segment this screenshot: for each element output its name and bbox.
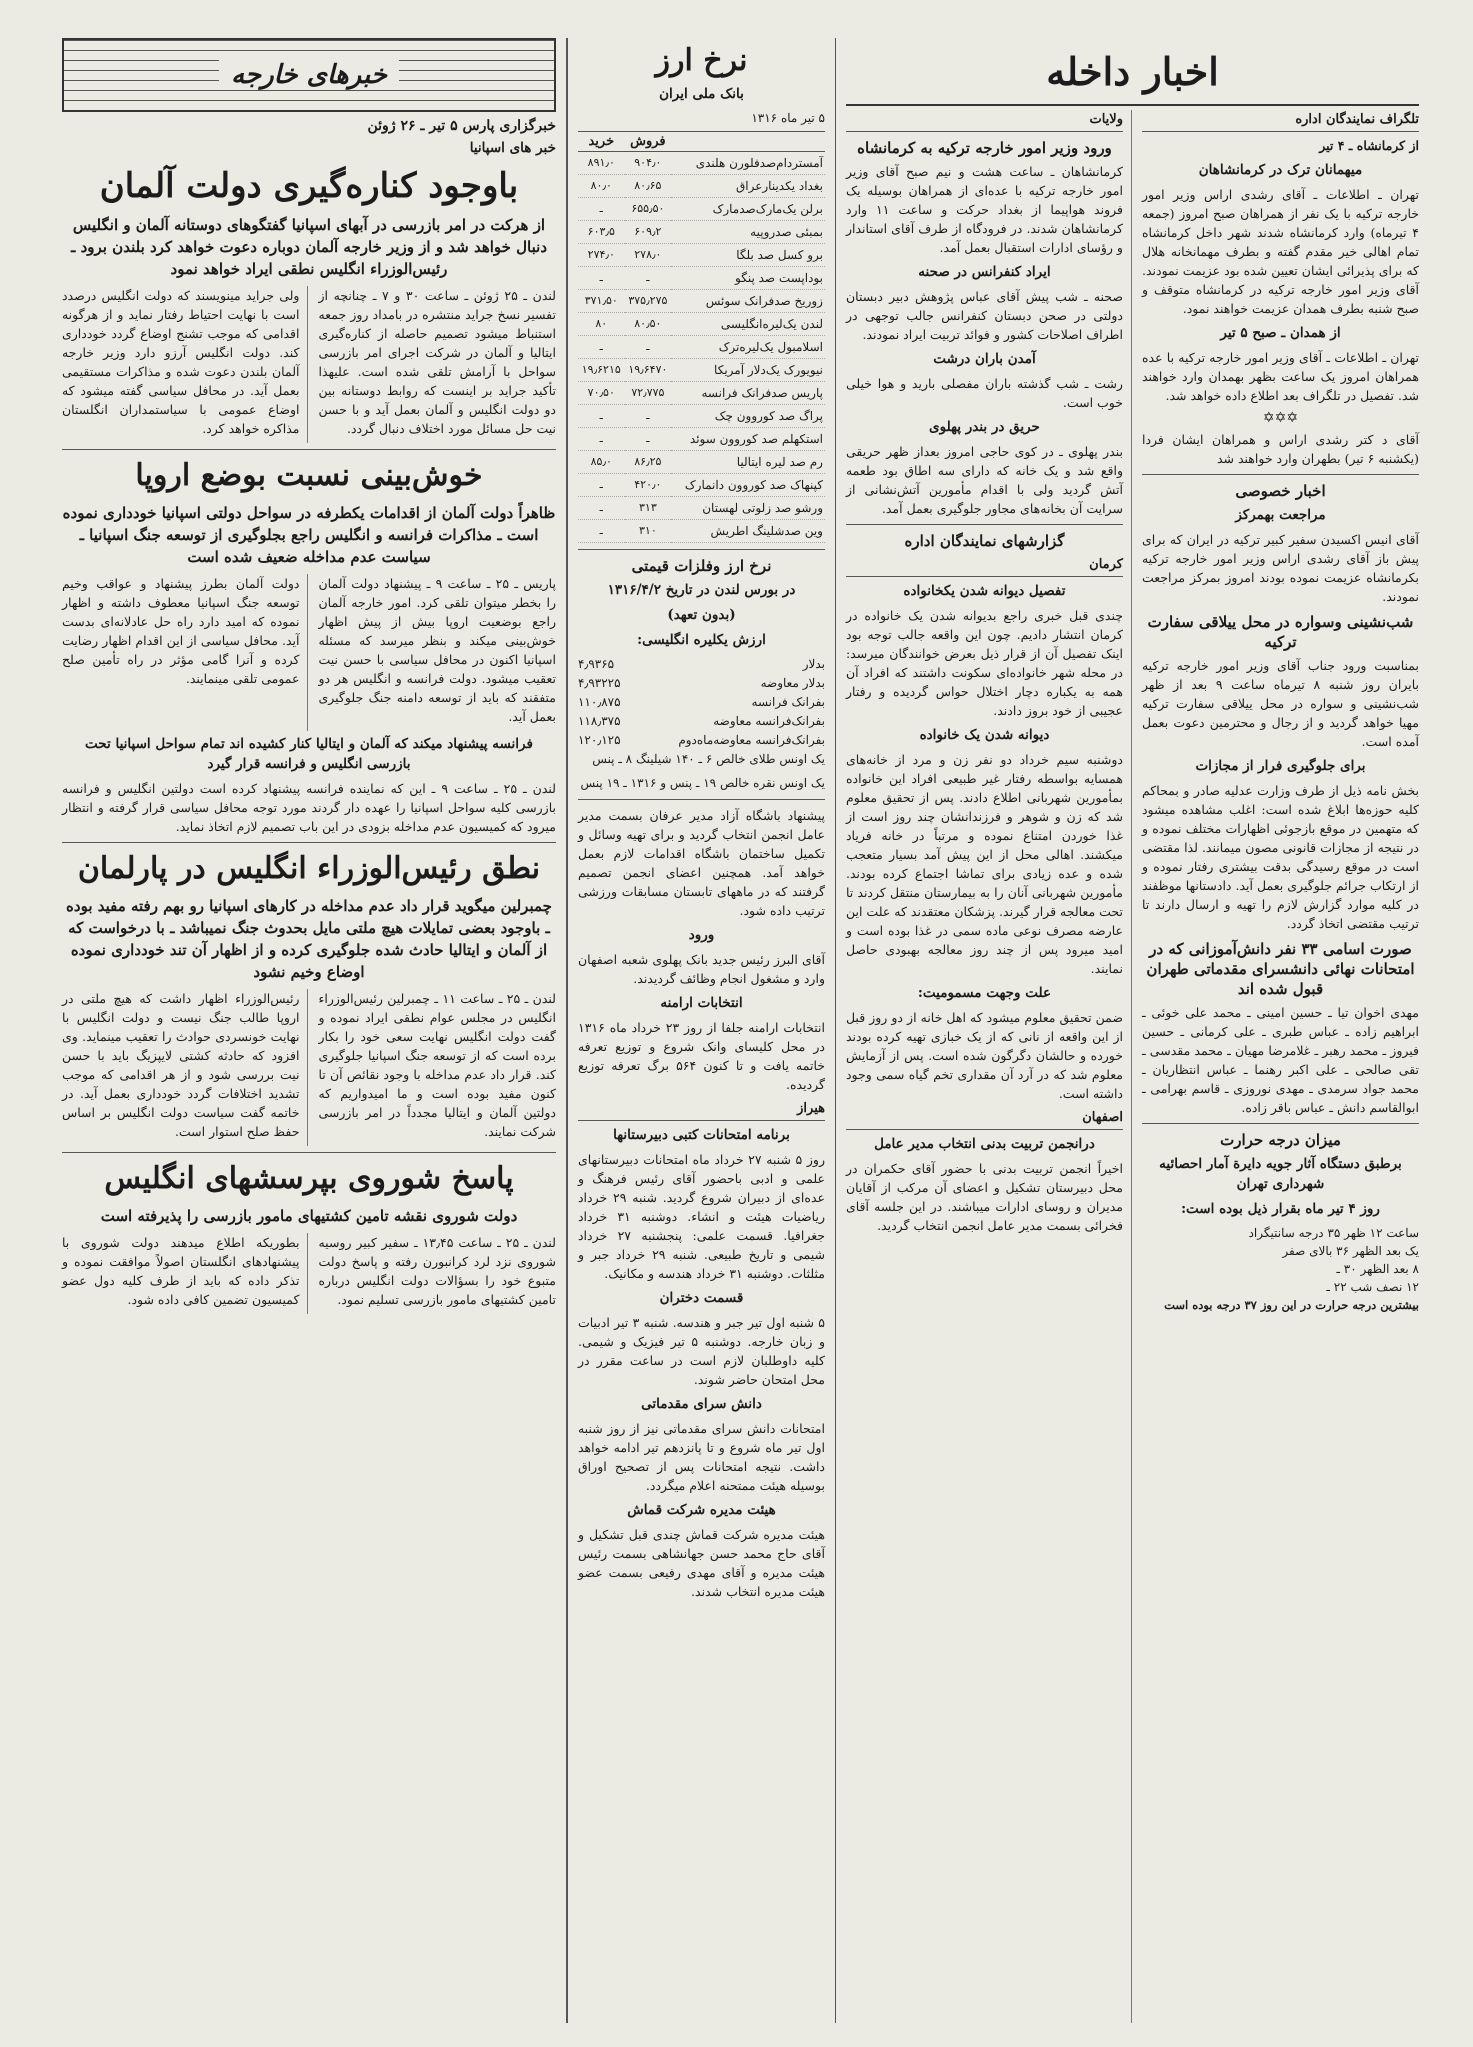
table-row: ورشو صد زلوتی لهستان ۳۱۳ ـ xyxy=(578,497,825,520)
girls-head: قسمت دختران xyxy=(659,1290,744,1306)
headline-4: پاسخ شوروی بپرسشهای انگلیس xyxy=(104,1161,514,1196)
divider xyxy=(62,1152,556,1153)
body-4b: بطوریکه اطلاع میدهند دولت شوروی با پیشنهادهای انگلستان اصولاً موافقت نموده و تذکر داده که باید از طرف کلیه دول عضو کمیسیون تضمین کافی داده شود. xyxy=(61,1235,300,1307)
school-body: امتحانات دانش سرای مقدماتی نیز از روز شنبه اول تیر ماه شروع و تا پانزدهم تیر ادامه خواهد داشت. نتیجه امتحانات پس از تصحیح اوراق بوسیله هیئت ممتحنه اعلام میگردد. xyxy=(577,1421,825,1493)
table-row: استکهلم صد کوروون سوئد ـ ـ xyxy=(578,428,825,451)
fire-head: حریق در بندر پهلوی xyxy=(929,419,1040,435)
exam-names: مهدی اخوان تیا ـ حسین امینی ـ محمد علی خوئی ـ ابراهیم زاده ـ عباس طبری ـ علی کرمانی ـ حسین فیروز ـ محمد رهبر ـ غلامرضا مهیان ـ محمد مقدسی ـ تقی صالحی ـ علی اکبر رهنما ـ عباس انتظاریان ـ محمد جواد سرمدی ـ مهدی نوروزی ـ قاسم بهرامی ـ ابوالقاسم دانش ـ عباس باقر زاده. xyxy=(1141,1005,1419,1115)
hamadan-dateline: از همدان ـ صبح ۵ تیر xyxy=(1220,325,1341,341)
temperature-row: یک بعد الظهر ۳۶ بالای صفر xyxy=(1282,1244,1419,1258)
domestic-col-right xyxy=(1142,110,1419,2023)
minister-head: ورود وزیر امور خارجه ترکیه به کرمانشاه xyxy=(857,139,1112,157)
cause-body: ضمن تحقیق معلوم میشود که اهل خانه از دو روز قبل از این واقعه از نانی که از یک خبازی تهیه کرده بودند خورده و حالشان دگرگون شده است. پس از آزمایش معلوم شد که در آرد آن مقداری تخم گیاه سمی وجود داشته است. xyxy=(845,1010,1123,1101)
currency-date-row xyxy=(578,109,825,132)
article-2 xyxy=(62,574,556,731)
table-row: بغداد یکدینارعراق ۸۰٫۶۵ ۸۰٫۰ xyxy=(578,175,825,198)
fabric-head: هیئت مدیره شرکت قماش xyxy=(627,1502,776,1518)
divider xyxy=(62,842,556,843)
domestic-col-left xyxy=(846,110,1132,2023)
foreign-section xyxy=(52,38,567,2023)
lead-2: ظاهراً دولت آلمان از اقدامات یکطرفه در سواحل دولتی اسپانیا خودداری نموده است ـ مذاکرات فرانسه و انگلیس راجع بجلوگیری از توسعه جنگ اسپانیا ـ سیاست عدم مداخله ضعیف شده است xyxy=(62,504,556,566)
bourse-line: در بورس لندن در تاریخ ۱۳۱۶/۴/۲ xyxy=(607,582,796,598)
temperature-row: ساعت ۱۲ ظهر ۳۵ درجه سانتیگراد xyxy=(1248,1226,1419,1240)
conference-body: صحنه ـ شب پیش آقای عباس پژوهش دبیر دبستان دولتی در صحن دبستان کنفرانس جالب توجهی در اطراف اصلاحات کشور و فوائد تربیت ایراد نمودند. xyxy=(845,289,1123,342)
temperature-date: روز ۴ تیر ماه بقرار ذیل بوده است: xyxy=(1181,1201,1380,1217)
herat-label: هیراز xyxy=(578,1099,825,1121)
col-buy: خرید xyxy=(578,132,625,152)
currency-subtitle: بانک ملی ایران xyxy=(659,86,744,102)
value-row: بفرانک فرانسه ۱۱۰٫۸۷۵ xyxy=(577,695,825,709)
return-head: مراجعت بهمرکز xyxy=(1235,507,1326,523)
divider xyxy=(1142,1123,1419,1124)
value-pound: ارزش یکلیره انگلیسی: xyxy=(637,632,766,648)
kermanshah-body: تهران ـ اطلاعات ـ آقای رشدی اراس وزیر امور خارجه ترکیه با یک نفر از همراهان صبح امروز (جمعه ۴ تیرماه) وارد کرمانشاه شدند شهر داخل کرمانشاه تمام اهالی خیر مقدم گفته و بطرف مهمانخانه هلال که برای پذیرائی ایشان تعیین شده بود عزیمت نمودند. آقای وزیر امور خارجه ترکیه در کرمانشاه متوقف و صبح شنبه بطرف همدان عزیمت خواهند نمود. xyxy=(1141,187,1419,316)
silver-line: یک اونس نقره خالص ۱۹ ـ پنس و ۱۳۱۶ ـ ۱۹ پنس xyxy=(580,776,825,790)
lead-3: چمبرلین میگوید قرار داد عدم مداخله در کارهای اسپانیا رو بهم رفته مفید بوده ـ باوجود بعضی تمایلات هیچ ملتی مایل بحدوث جنگ نمیباشد ـ با درخواست که از آلمان و ایتالیا حادث شده جلوگیری کرده و از اظهار آن تند خودداری نموده اوضاع وخیم نشود xyxy=(66,897,552,981)
party-head: شب‌نشینی وسواره در محل ییلاقی سفارت ترکیه xyxy=(1147,613,1414,651)
kermanshah-dateline: از کرمانشاه ـ ۴ تیر xyxy=(1319,138,1419,153)
exam-head: صورت اسامی ۳۳ نفر دانش‌آموزانی که در امتحانات نهائی دانشسرای مقدماتی طهران قبول شده اند xyxy=(1146,940,1415,998)
table-row: اسلامبول یک‌لیره‌ترک ـ ـ xyxy=(578,336,825,359)
headline-1: باوجود کناره‌گیری دولت آلمان xyxy=(99,166,519,206)
divider xyxy=(62,449,556,450)
rain-head: آمدن باران درشت xyxy=(933,351,1036,367)
temperature-head: میزان درجه حرارت xyxy=(1220,1131,1341,1149)
gold-line: یک اونس طلای خالص ۶ ـ ۱۴۰ شیلینگ ۸ ـ پنس xyxy=(592,752,825,766)
rain-body: رشت ـ شب گذشته باران مفصلی بارید و هوا خیلی خوب است. xyxy=(845,376,1123,410)
spain-label: خبر های اسپانیا xyxy=(469,140,556,156)
elections-body: انتخابات ارامنه جلفا از روز ۲۳ خرداد ماه ۱۳۱۶ در محل کلیسای وانک شروع و توزیع تعرفه خاتمه یافت و تا کنون ۵۶۴ برگ تعرفه توزیع گردیده. xyxy=(577,1020,825,1092)
currency-table xyxy=(578,132,825,543)
isfahan-label: اصفهان xyxy=(846,1108,1123,1130)
domestic-section xyxy=(836,38,1429,2023)
temperature-row: ۱۲ نصف شب ۲۲ ـ xyxy=(1326,1280,1419,1294)
exams-prog-body: روز ۵ شنبه ۲۷ خرداد ماه امتحانات دبیرستانهای علمی و ادبی باحضور آقای رئیس فرهنگ و عده‌ای از دبیران شروع گردید. شنبه ۲۹ خرداد ریاضیات هیئت و انشاء. دوشنبه ۳۱ خرداد جغرافیا. قسمت علمی: پنجشنبه ۲۷ خرداد شیمی و تاریخ طبیعی. شنبه ۲۹ خرداد جبر و مثلثات. دوشنبه ۳۱ خرداد هندسه و مکانیک. xyxy=(577,1152,825,1281)
table-row: نیویورک یک‌دلار آمریکا ۱۹٫۶۴۷۰ ۱۹٫۶۲۱۵ xyxy=(578,359,825,382)
elections-head: انتخابات ارامنه xyxy=(660,995,743,1011)
foreign-banner: خبرهای خارجه xyxy=(62,38,556,112)
party-body: بمناسبت ورود جناب آقای وزیر امور خارجه ترکیه بایران روز شنبه ۸ تیرماه ساعت ۹ بعد از ظهر شب‌نشینی و سواره در محل ییلاقی سفارت ترکیه مهیا خواهد گردید و از رجال و محترمین دعوت بعمل آمده است. xyxy=(1141,658,1419,749)
hamadan-body: تهران ـ اطلاعات ـ آقای وزیر امور خارجه ترکیه با عده همراهان امروز یک ساعت بظهر بهمدان وارد خواهند شد. تفصیل در تلگراف بعد اطلاع داده خواهد شد. xyxy=(1141,350,1419,403)
fire-body: بندر پهلوی ـ در کوی حاجی امروز بعداز ظهر حریقی واقع شد و یک خانه که دارای سه اطاق بود طعمه آتش گردید ولی با اقدام مأمورین آتش‌نشانی از سرایت آن بخانه‌های مجاور جلوگیری بعمل آمد. xyxy=(845,444,1123,516)
reports-title: گزارشهای نمایندگان اداره xyxy=(904,532,1065,550)
madness2-head: دیوانه شدن یک خانواده xyxy=(919,727,1050,743)
lead-4: دولت شوروی نقشه تامین کشتیهای مامور بازرسی را پذیرفته است xyxy=(100,1207,518,1225)
table-row: برو کسل صد بلگا ۲۷۸٫۰ ۲۷۴٫۰ xyxy=(578,244,825,267)
value-row: بدلار معاوضه ۴٫۹۳۲۲۵ xyxy=(577,676,825,690)
kerman-label: کرمان xyxy=(846,555,1123,577)
madness2-body: دوشنبه سیم خرداد دو نفر زن و مرد از خانه‌های همسایه بواسطه رفتار غیر طبیعی افراد این خانواده بمأمورین شهربانی اطلاع دادند. پس از تحقیق معلوم شد که زن و شوهر و فرزندانشان چند روز است از غذا خوردن امتناع نموده و مرتباً در خانه فریاد میکشند. اهالی محل از این پیش آمد بسیار متعجب شده و عده زیادی برای تماشا اجتماع کرده بودند. مأمورین شهربانی آنان را به بیمارستان منتقل کردند تا تحت معالجه قرار گیرند. پزشکان معتقدند که علت این عارضه مصرف نوعی ماده سمی در غذا بوده است و امید میرود پس از چند روز معالجه بهبودی حاصل نمایند. xyxy=(845,752,1123,976)
divider xyxy=(1142,474,1419,475)
table-row: رم صد لیره ایتالیا ۸۶٫۲۵ ۸۵٫۰ xyxy=(578,451,825,474)
table-row: کپنهاک صد کوروون دانمارک ۴۲۰٫۰ ـ xyxy=(578,474,825,497)
currency-title: نرخ ارز xyxy=(655,43,748,78)
body-2a: پاریس ـ ۲۵ ـ ساعت ۹ ـ پیشنهاد دولت آلمان را بخطر میتوان تلقی کرد. امور خارجه آلمان راجع بوضعیت اروپا بیش از پیش اظهار خوش‌بینی میکند و بنظر میرسد که مسئله اسپانیا اکنون در محافل سیاسی با حسن نیت تعقیب میشود. دولت فرانسه و انگلیس هر دو متفقند که باید از توسعه دامنه جنگ جلوگیری بعمل آید. xyxy=(318,576,556,724)
body-3b: رئیس‌الوزراء اظهار داشت که هیچ ملتی در اروپا طالب جنگ نیست و دولت انگلیس با نهایت خونسردی حوادث را تعقیب مینماید. وی افزود که حادثه کشتی لایپزیگ باید با حسن نیت بررسی شود و از هر اقدامی که موجب تشدید اختلافات گردد خودداری بعمل آید. در خاتمه گفت سیاست دولت انگلیس بر اساس حفظ صلح استوار است. xyxy=(61,991,300,1139)
metals-title: نرخ ارز وفلزات قیمتی xyxy=(631,557,772,575)
table-row: بوداپست صد پنگو ـ ـ xyxy=(578,267,825,290)
table-row: پراگ صد کوروون چک ـ ـ xyxy=(578,405,825,428)
isfahan-head: درانجمن تربیت بدنی انتخاب مدیر عامل xyxy=(874,1136,1095,1152)
smuggling-head: برای جلوگیری فرار از مجازات xyxy=(1195,758,1366,774)
body-4a: لندن ـ ۲۵ ـ ساعت ۱۳٫۴۵ ـ سفیر کبیر روسیه شوروی نزد لرد کرانبورن رفته و پاسخ دولت متبوع خود را بسؤالات دولت انگلیس درباره تامین کشتیهای مامور بازرسی تسلیم نمود. xyxy=(318,1235,556,1307)
headline-3: نطق رئیس‌الوزراء انگلیس در پارلمان xyxy=(77,851,541,886)
divider xyxy=(578,549,825,550)
divider xyxy=(846,524,1123,525)
table-row: برلن یک‌مارک‌صدمارک ۶۵۵٫۵۰ ـ xyxy=(578,198,825,221)
article-4 xyxy=(62,1233,556,1314)
headline-2: خوش‌بینی نسبت بوضع اروپا xyxy=(135,458,483,493)
col-sell: فروش xyxy=(625,132,672,152)
temperature-sub: برطبق دستگاه آثار جویه دایرة آمار احصائیه شهرداری تهران xyxy=(1159,1156,1402,1192)
girls-body: ۵ شنبه اول تیر جبر و هندسه. شنبه ۳ تیر ادبیات و زبان خارجه. دوشنبه ۵ تیر فیزیک و شیمی. کلیه داوطلبان لازم است در ساعت مقرر در محل امتحان حاضر شوند. xyxy=(577,1315,825,1387)
value-row: بفرانک‌فرانسه معاوضه ۱۱۸٫۳۷۵ xyxy=(577,714,825,728)
body-1b: ولی جراید مینویسند که دولت انگلیس درصدد است با نهایت احتیاط رفتار نماید و از هرگونه اقدامی که موجب تشنج اوضاع گردد خودداری کند. دولت انگلیس آرزو دارد وزیر خارجه آلمان بلندن دعوت شده و مذاکرات مستقیمی بعمل آید. در محافل سیاسی گفته میشود که اوضاع عمومی با سیاستمداران انگلستان مذاکره خواهد کرد. xyxy=(61,288,300,436)
provinces-label: ولایات xyxy=(846,110,1123,132)
table-row: آمستردام‌صدفلورن هلندی ۹۰۴٫۰ ۸۹۱٫۰ xyxy=(578,152,825,175)
table-row: بمبئی صدروپیه ۶۰۹٫۲ ۶۰۳٫۵ xyxy=(578,221,825,244)
kermanshah-head: میهمانان ترک در کرمانشاهان xyxy=(1198,162,1363,178)
currency-section xyxy=(567,38,836,2023)
body-1a: لندن ـ ۲۵ ژوئن ـ ساعت ۳۰ و ۷ ـ چنانچه از تفسیر نسخ جراید منتشره در بامداد روز جمعه استنباط میشود تصمیم حاصله از کناره‌گیری ایتالیا و آلمان در شرکت اجرای امر بازرسی سواحل با آرامش تلقی شده است. علیهذا تأکید جراید بر اینست که روابط دوستانه بین دو دولت انگلیس و آلمان بعمل آید و با حسن نیت حل مسائل مورد اختلاف دنبال گردد. xyxy=(318,288,556,436)
divider xyxy=(578,799,825,800)
table-row: پاریس صدفرانک فرانسه ۷۲٫۷۷۵ ۷۰٫۵۰ xyxy=(578,382,825,405)
currency-date: ۵ تیر ماه ۱۳۱۶ xyxy=(751,111,825,125)
wire-dateline: خبرگزاری پارس ۵ تیر ـ ۲۶ ژوئن xyxy=(367,118,556,134)
value-row: بدلار ۴٫۹۳۶۵ xyxy=(577,657,825,671)
tehran-arrival: آقای د کتر رشدی اراس و همراهان ایشان فردا (یکشنبه ۶ تیر) بطهران وارد خواهند شد xyxy=(1141,432,1419,466)
arrival-head: ورود xyxy=(688,927,715,943)
conference-head: ایراد کنفرانس در صحنه xyxy=(918,264,1051,280)
madness-body: چندی قبل خبری راجع بدیوانه شدن یک خانواده در کرمان انتشار دادیم. چون این واقعه جالب توجه بود اینک تفصیل آن از قرار ذیل بعرض خوانندگان میرسد: در محله شهر خانواده‌ای سکونت داشتند که افراد آن همه به یکباره دچار اختلال حواس گردیده و رفتار عجیبی از خود بروز دادند. xyxy=(845,608,1123,718)
madness-head: تفصیل دیوانه شدن یکخانواده xyxy=(903,583,1066,599)
domestic-title: اخبار داخله xyxy=(846,38,1419,106)
body-3a: لندن ـ ۲۵ ـ ساعت ۱۱ ـ چمبرلین رئیس‌الوزراء انگلیس در مجلس عوام نطقی ایراد نموده و گفت دولت انگلیس نهایت سعی خود را بکار برده است که از توسعه جنگ اسپانیا جلوگیری کند. قرار داد عدم مداخله با وجود نقائص آن تا کنون مفید بوده است و ما امیدواریم که دولتین آلمان و ایتالیا مجدداً در امر بازرسی شرکت نمایند. xyxy=(318,991,556,1139)
table-row: وین صدشلینگ اطریش ۳۱۰ ـ xyxy=(578,520,825,543)
special-title: اخبار خصوصی xyxy=(1235,482,1326,500)
club-body: پیشنهاد باشگاه آزاد مدیر عرفان بسمت مدیر عامل انجمن انتخاب گردید و برای تهیه وسائل و تکمیل ساختمان باشگاه اقدامات لازم بعمل خواهد آمد. همچنین اعضای انجمن تصمیم گرفتند که در ماههای تابستان مسابقات ورزشی ترتیب داده شود. xyxy=(577,808,825,918)
lead-1: از هرکت در امر بازرسی در آبهای اسپانیا گفتگوهای دوستانه آلمان و انگلیس دنبال خواهد شد و از وزیر خارجه آلمان دوباره دعوت خواهد کرد بلندن برود ـ رئیس‌الوزراء انگلیس نطقی ایراد خواهد نمود xyxy=(70,216,547,278)
value-row: بفرانک‌فرانسه معاوضه‌ماه‌دوم ۱۲۰٫۱۲۵ xyxy=(577,733,825,747)
body-2b: دولت آلمان بطرز پیشنهاد و عواقب وخیم توسعه جنگ اسپانیا معطوف داشته و اظهار نموده که امید دارد راه حل عادلانه‌ای بدست آید. محافل سیاسی از این اقدام اظهار رضایت کرده و آنرا گامی مؤثر در راه تأمین صلح عمومی تلقی مینمایند. xyxy=(61,576,300,686)
article-1 xyxy=(62,286,556,443)
no-commitment: (بدون تعهد) xyxy=(667,607,736,623)
temperature-row: ۸ بعد الظهر ۳۰ ـ xyxy=(1336,1262,1419,1276)
article-3 xyxy=(62,989,556,1146)
minister-body: کرمانشاهان ـ ساعت هشت و نیم صبح آقای وزیر امور خارجه ترکیه با عده‌ای از همراهان بوسیله یک فروند هواپیما از بغداد حرکت و ساعت ۱۱ وارد کرمانشاهان شدند. در فرودگاه از طرف آقای استاندار و رؤسای ادارات استقبال بعمل آمد. xyxy=(845,164,1123,255)
arrival-body: آقای البرز رئیس جدید بانک پهلوی شعبه اصفهان وارد و مشغول انجام وظائف گردیدند. xyxy=(577,952,825,986)
headline-2b: فرانسه پیشنهاد میکند که آلمان و ایتالیا کنار کشیده اند تمام سواحل اسپانیا تحت بازرسی انگلیس و فرانسه قرار گیرد xyxy=(85,736,533,772)
telegraph-label: تلگراف نمایندگان اداره xyxy=(1142,110,1419,132)
table-row: لندن یک‌لیره‌انگلیسی ۸۰٫۵۰ ۸۰ xyxy=(578,313,825,336)
cause-head: علت وجهت مسمومیت: xyxy=(917,985,1052,1001)
school-head: دانش سرای مقدماتی xyxy=(641,1396,762,1412)
table-row: زوریخ صدفرانک سوئس ۳۷۵٫۲۷۵ ۳۷۱٫۵۰ xyxy=(578,290,825,313)
temperature-note: بیشترین درجه حرارت در این روز ۳۷ درجه بوده است xyxy=(1164,1298,1419,1312)
exams-prog-head: برنامه امتحانات کتبی دبیرستانها xyxy=(613,1127,790,1143)
fabric-body: هیئت مدیره شرکت قماش چندی قبل تشکیل و آقای حاج محمد حسن جهانشاهی بسمت رئیس هیئت مدیره و آقای مهدی رفیعی بسمت عضو هیئت مدیره انتخاب شدند. xyxy=(577,1527,825,1599)
return-body: آقای انیس اکسیدن سفیر کبیر ترکیه در ایران که برای پیش باز آقای رشدی اراس وزیر امور خارجه ترکیه بکرمانشاه عزیمت نموده بودند امروز بمرکز مراجعت نمودند. xyxy=(1141,532,1419,604)
star-separator: ✡✡✡ xyxy=(1262,410,1299,426)
body-2c: لندن ـ ۲۵ ـ ساعت ۹ ـ این که نماینده فرانسه پیشنهاد کرده است دولتین انگلیس و فرانسه بازرسی کلیه سواحل اسپانیا را عهده دار گردند مورد توجه محافل سیاسی قرار گرفته و انتظار میرود که کمیسیون عدم مداخله بزودی در این باب تصمیم لازم اتخاذ نماید. xyxy=(62,781,556,834)
smuggling-body: بخش نامه ذیل از طرف وزارت عدلیه صادر و بمحاکم کلیه حوزه‌ها ابلاغ شده است: اغلب مشاهده میشود که متهمین در موقع بازجوئی اظهارات مختلف نموده و در نتیجه از مجازات قانونی مصون میمانند. لذا مقتضی است در موقع رسیدگی بدقت بیشتری رفتار نموده و از ارتکاب جرائم جلوگیری بعمل آید. دادستانها موظفند در کلیه موارد گزارش لازم را تهیه و ارسال دارند تا ترتیب مقتضی اتخاذ گردد. xyxy=(1141,783,1419,931)
isfahan-body: اخیراً انجمن تربیت بدنی با حضور آقای حکمران در محل دبیرستان تشکیل و اعضای آن مرکب از آقایان مدیران و روسای ادارات میباشند. در این جلسه آقای فخرائی بسمت مدیر عامل انجمن انتخاب گردید. xyxy=(845,1161,1123,1233)
